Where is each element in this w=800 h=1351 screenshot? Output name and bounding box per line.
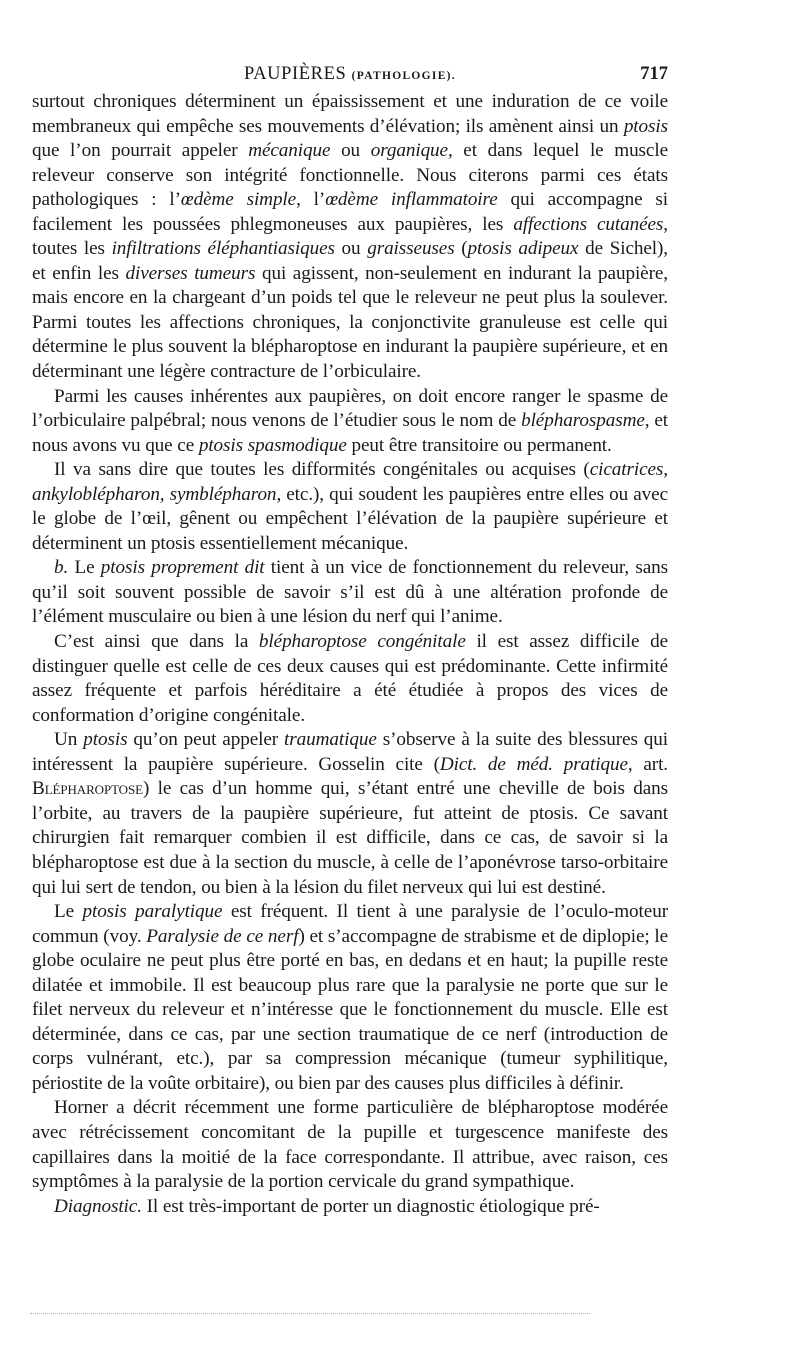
- italic-text: œdème simple: [180, 189, 297, 211]
- italic-text: affections cutanées: [513, 213, 664, 235]
- text-run: Il est très-important de porter un diagnostic étiologique pré-: [141, 1195, 600, 1217]
- smallcaps-text: Blépharoptose: [32, 778, 143, 800]
- text-run: ) et s’accompagne de strabisme et de diplopie; le globe oculaire ne peut plus être porté en bas, en dedans et en haut; la pupille reste dilatée et immobile. Il est beaucoup plus rare que la paralysie ne porte que sur le filet nerveux du releveur et n’intéresse que le fonctionnement du muscle. Elle est déterminée, dans ce cas, par une section traumatique de ce nerf (introduction de corps vulnérant, etc.), par sa compression mécanique (tumeur syphilitique, périostite de la voûte orbitaire), ou bien par des causes plus difficiles à définir.: [32, 925, 668, 1094]
- footer-rule: [30, 1313, 590, 1318]
- text-run: il est assez difficile de distinguer quelle est celle de ces deux causes qui est prédominante. Cette infirmité assez fréquente et parfois héréditaire a été étudiée à propos des vices de conformation d’origine congénitale.: [32, 631, 668, 726]
- paragraph: [32, 458, 668, 556]
- text-run: Le: [54, 901, 83, 923]
- italic-text: cicatrices, ankyloblépharon, symblépharon: [32, 459, 668, 505]
- text-run: , et nous avons vu que ce: [32, 410, 669, 456]
- text-run: ou: [334, 238, 368, 260]
- italic-text: b.: [54, 557, 69, 579]
- text-run: peut être transitoire ou permanent.: [346, 434, 612, 456]
- body-text: [32, 90, 668, 1219]
- text-run: , etc.), qui soudent les paupières entre elles ou avec le globe de l’œil, gênent ou empêchent l’élévation de la paupière supérieure et déterminent un ptosis essentiellement mécanique.: [32, 483, 669, 554]
- italic-text: ptosis paralytique: [82, 901, 223, 923]
- text-run: tient à un vice de fonctionnement du releveur, sans qu’il soit souvent possible de savoir s’il est dû à une altération profonde de l’élément musculaire ou bien à une lésion du nerf qui l’anime.: [32, 557, 669, 628]
- italic-text: ptosis: [83, 729, 128, 751]
- text-run: Parmi les causes inhérentes aux paupières, on doit encore ranger le spasme de l’orbiculaire palpébral; nous venons de l’étudier sous le nom de: [32, 385, 668, 432]
- italic-text: blépharospasme: [521, 410, 645, 432]
- text-run: C’est ainsi que dans la: [54, 631, 259, 653]
- text-run: est fréquent. Il tient à une paralysie de l’oculo-moteur commun (voy.: [32, 901, 668, 947]
- text-run: , art.: [627, 753, 668, 775]
- paragraph: [32, 900, 668, 1096]
- running-title-sub: (PATHOLOGIE).: [351, 70, 456, 82]
- paragraph: [32, 556, 668, 630]
- text-run: surtout chroniques déterminent un épaississement et une induration de ce voile membraneux qui empêche ses mouvements d’élévation; ils amènent ainsi un: [32, 91, 668, 137]
- italic-text: mécanique: [248, 140, 331, 162]
- italic-text: ptosis adipeux: [467, 238, 579, 260]
- paragraph: [32, 630, 668, 728]
- paragraph: [32, 1195, 668, 1220]
- text-run: de Sichel), et enfin les: [32, 238, 668, 284]
- italic-text: ptosis proprement dit: [100, 557, 265, 579]
- italic-text: traumatique: [284, 729, 377, 751]
- text-run: Un: [54, 729, 84, 751]
- paragraph: [32, 1096, 668, 1194]
- text-run: ) le cas d’un homme qui, s’étant entré une cheville de bois dans l’orbite, au travers de la paupière supérieure, fut atteint de ptosis. Ce savant chirurgien fait remarquer combien il est difficile, dans ce cas, de savoir si la blépharoptose est due à la section du muscle, à celle de l’aponévrose tarso-orbitaire qui lui sert de tendon, ou bien à la lésion du filet nerveux qui lui est destiné.: [32, 778, 668, 898]
- italic-text: organique: [370, 140, 448, 162]
- text-run: , l’: [296, 189, 326, 211]
- italic-text: Dict. de méd. pratique: [439, 753, 628, 775]
- text-run: s’observe à la suite des blessures qui intéressent la paupière supérieure. Gosselin cite (: [32, 729, 669, 775]
- running-title-main: PAUPIÈRES: [244, 64, 347, 84]
- text-run: qui accompagne si facilement les poussées phlegmoneuses aux paupières, les: [32, 189, 669, 235]
- text-run: qu’on peut appeler: [127, 729, 285, 751]
- text-run: Horner a décrit récemment une forme particulière de blépharoptose modérée avec rétrécissement concomitant de la pupille et turgescence manifeste des capillaires dans la moitié de la face correspondante. Il attribue, avec raison, ces symptômes à la paralysie de la portion cervicale du grand sympathique.: [32, 1097, 668, 1193]
- italic-text: Diagnostic.: [54, 1195, 142, 1217]
- italic-text: Paralysie de ce nerf: [146, 925, 299, 947]
- text-run: , et dans lequel le muscle releveur conserve son intégrité fonctionnelle. Nous citerons parmi ces états pathologiques : l’: [32, 140, 668, 211]
- italic-text: infiltrations éléphantiasiques: [111, 238, 335, 260]
- italic-text: ptosis spasmodique: [198, 434, 347, 456]
- paragraph: [32, 728, 668, 900]
- italic-text: blépharoptose congénitale: [258, 631, 466, 653]
- italic-text: diverses tumeurs: [125, 262, 256, 284]
- text-run: qui agissent, non-seulement en indurant la paupière, mais encore en la chargeant d’un poids tel que le releveur ne peut plus la soulever. Parmi toutes les affections chroniques, la conjonctivite granuleuse est celle qui détermine le plus souvent la blépharoptose en indurant la paupière supérieure, et en déterminant une légère contracture de l’orbiculaire.: [32, 262, 668, 383]
- text-run: (: [454, 238, 468, 260]
- italic-text: œdème inflammatoire: [325, 189, 498, 211]
- text-run: , toutes les: [32, 213, 668, 260]
- italic-text: graisseuses: [367, 238, 455, 260]
- page-number: 717: [640, 64, 668, 84]
- running-header: [32, 64, 668, 90]
- text-run: ou: [330, 140, 371, 162]
- paragraph: [32, 90, 668, 385]
- italic-text: ptosis: [623, 115, 668, 137]
- paragraph: [32, 385, 668, 459]
- text-run: Il va sans dire que toutes les difformités congénitales ou acquises (: [54, 459, 590, 481]
- text-run: que l’on pourrait appeler: [32, 140, 249, 162]
- text-run: Le: [68, 557, 101, 579]
- running-title: [32, 64, 668, 85]
